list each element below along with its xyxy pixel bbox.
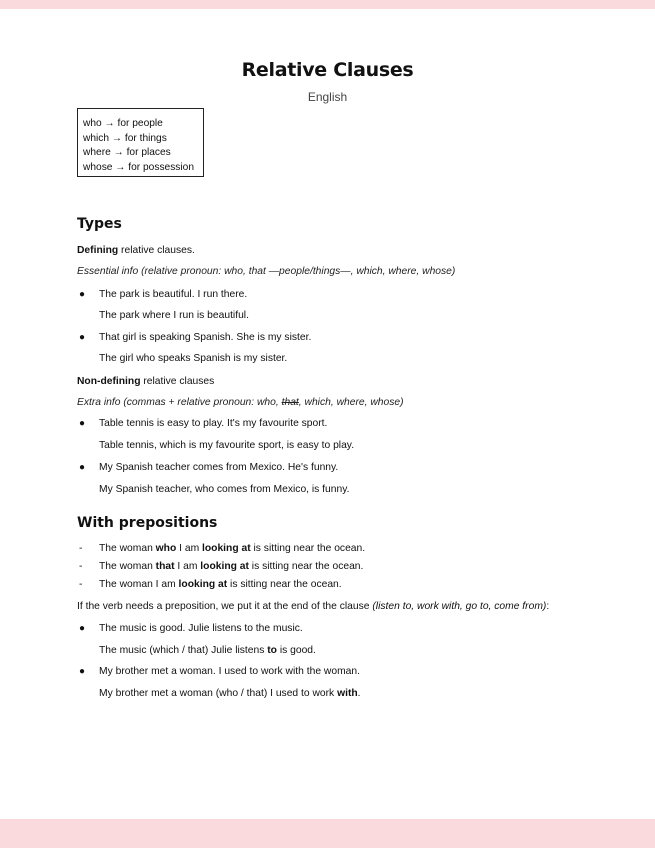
dash-marker: - xyxy=(79,579,83,590)
section-heading-prepositions: With prepositions xyxy=(77,515,218,531)
struck-pronoun: that xyxy=(281,397,299,408)
page-bottom-band xyxy=(0,819,655,848)
preposition-dash-line: The woman I am looking at is sitting near the ocean. xyxy=(99,579,342,590)
defining-label xyxy=(77,245,195,256)
pronoun-key-box xyxy=(77,108,204,177)
page-title: Relative Clauses xyxy=(241,59,414,81)
non-defining-example-combined: My Spanish teacher, who comes from Mexico, is funny. xyxy=(99,484,350,495)
non-defining-rest: relative clauses xyxy=(140,376,215,387)
non-defining-label xyxy=(77,376,214,387)
page-subtitle: English xyxy=(307,90,348,104)
preposition-dash-line: The woman that I am looking at is sitting near the ocean. xyxy=(99,561,364,572)
dash-marker: - xyxy=(79,543,83,554)
note-part: Extra info (commas + relative pronoun: who, xyxy=(77,397,282,408)
non-defining-example-original: Table tennis is easy to play. It's my favourite sport. xyxy=(99,418,328,429)
defining-example-combined: The park where I run is beautiful. xyxy=(99,310,249,321)
section-heading-types: Types xyxy=(77,216,122,232)
preposition-example-combined: The music (which / that) Julie listens to is good. xyxy=(99,645,316,656)
bullet-icon: ● xyxy=(79,289,86,300)
defining-note: Essential info (relative pronoun: who, that —people/things—, which, where, whose) xyxy=(77,266,456,277)
bullet-icon: ● xyxy=(79,332,86,343)
defining-example-combined: The girl who speaks Spanish is my sister. xyxy=(99,353,288,364)
page-top-band xyxy=(0,0,655,9)
defining-example-original: The park is beautiful. I run there. xyxy=(99,289,248,300)
key-line: which → for things xyxy=(83,132,167,144)
preposition-example-original: My brother met a woman. I used to work with the woman. xyxy=(99,666,360,677)
preposition-rule: If the verb needs a preposition, we put it at the end of the clause (listen to, work with, go to, come from): xyxy=(77,601,550,612)
dash-marker: - xyxy=(79,561,83,572)
non-defining-example-combined: Table tennis, which is my favourite sport, is easy to play. xyxy=(99,440,355,451)
bullet-icon: ● xyxy=(79,666,86,677)
preposition-example-original: The music is good. Julie listens to the music. xyxy=(99,623,303,634)
note-part: , which, where, whose) xyxy=(298,397,404,408)
bullet-icon: ● xyxy=(79,623,86,634)
bullet-icon: ● xyxy=(79,418,86,429)
bullet-icon: ● xyxy=(79,462,86,473)
non-defining-term: Non-defining xyxy=(77,376,141,387)
defining-rest: relative clauses. xyxy=(118,245,195,256)
key-line: whose → for possession xyxy=(83,161,194,173)
non-defining-note xyxy=(77,397,404,408)
preposition-dash-line: The woman who I am looking at is sitting near the ocean. xyxy=(99,543,366,554)
key-line: where → for places xyxy=(83,147,171,158)
key-line: who → for people xyxy=(83,118,163,129)
preposition-example-combined: My brother met a woman (who / that) I used to work with. xyxy=(99,688,361,699)
non-defining-example-original: My Spanish teacher comes from Mexico. He's funny. xyxy=(99,462,339,473)
defining-term: Defining xyxy=(77,245,119,256)
defining-example-original: That girl is speaking Spanish. She is my sister. xyxy=(99,332,312,343)
